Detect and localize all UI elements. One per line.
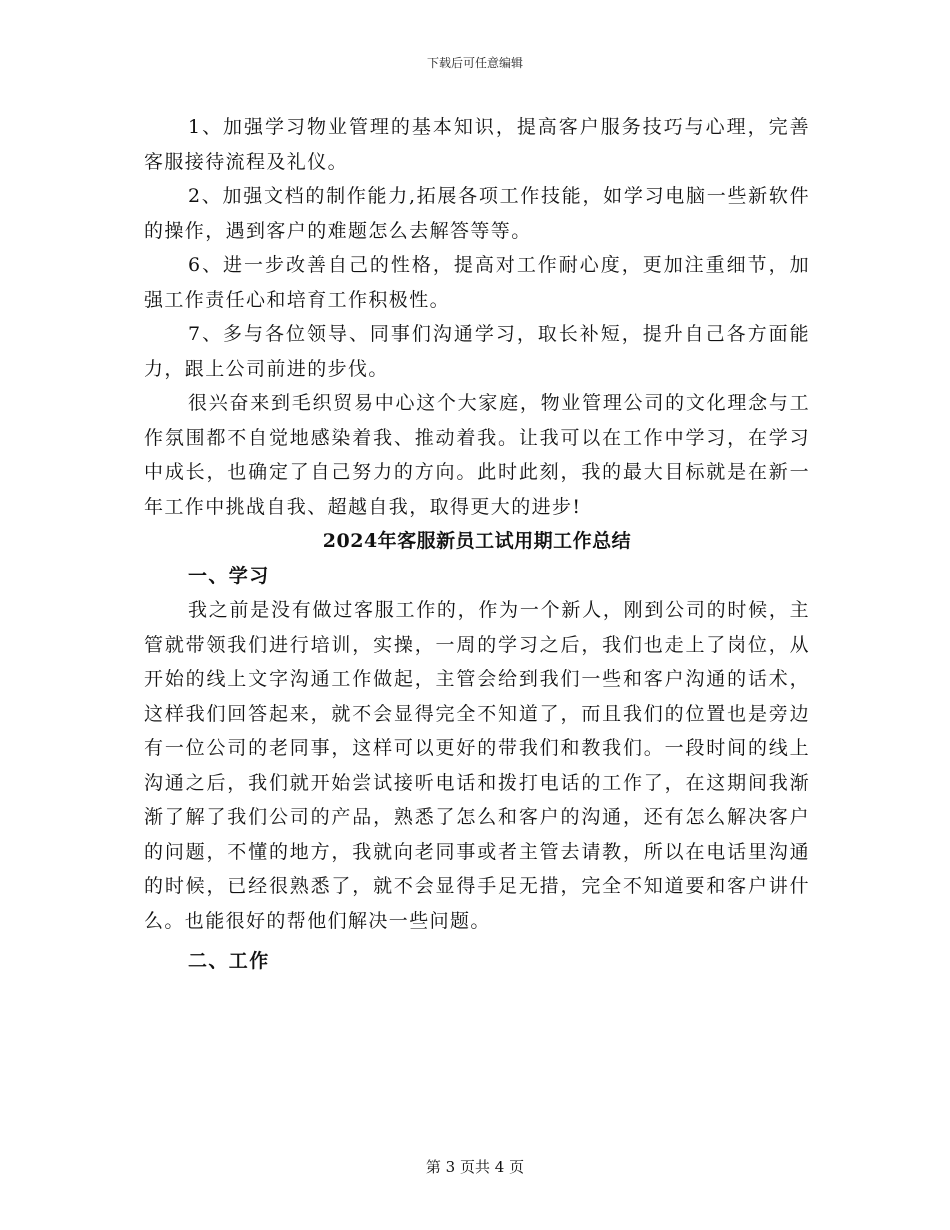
paragraph-item-2: 2、加强文档的制作能力,拓展各项工作技能，如学习电脑一些新软件的操作，遇到客户的难题怎么去解答等等。 [144, 185, 810, 242]
paragraph-item-1: 1、加强学习物业管理的基本知识，提高客户服务技巧与心理，完善客服接待流程及礼仪。 [144, 116, 810, 173]
page-number: 第 3 页共 4 页 [425, 1158, 525, 1176]
paragraph-item-6: 6、进一步改善自己的性格，提高对工作耐心度，更加注重细节，加强工作责任心和培育工作积极性。 [144, 254, 810, 311]
section-heading-work: 二、工作 [188, 950, 270, 972]
page-header-note: 下载后可任意编辑 [426, 56, 523, 70]
paragraph-item-7: 7、多与各位领导、同事们沟通学习，取长补短，提升自己各方面能力，跟上公司前进的步伐。 [144, 323, 810, 380]
section-heading-study: 一、学习 [188, 564, 270, 587]
paragraph-study: 我之前是没有做过客服工作的，作为一个新人，刚到公司的时候，主管就带领我们进行培训，实操，一周的学习之后，我们也走上了岗位，从开始的线上文字沟通工作做起，主管会给到我们一些和客户沟通的话术，这样我们回答起来，就不会显得完全不知道了，而且我们的位置也是旁边有一位公司的老同事，这样可以更好的带我们和教我们。一段时间的线上沟通之后，我们就开始尝试接听电话和拨打电话的工作了，在这期间我渐渐了解了我们公司的产品，熟悉了怎么和客户的沟通，还有怎么解决客户的问题，不懂的地方，我就向老同事或者主管去请教，所以在电话里沟通的时候，已经很熟悉了，就不会显得手足无措，完全不知道要和客户讲什么。也能很好的帮他们解决一些问题。 [144, 599, 810, 932]
document-body [144, 110, 810, 979]
document-title: 2024年客服新员工试用期工作总结 [322, 530, 632, 552]
paragraph-closing: 很兴奋来到毛织贸易中心这个大家庭，物业管理公司的文化理念与工作氛围都不自觉地感染着我、推动着我。让我可以在工作中学习，在学习中成长，也确定了自己努力的方向。此时此刻，我的最大目标就是在新一年工作中挑战自我、超越自我，取得更大的进步! [144, 392, 810, 518]
